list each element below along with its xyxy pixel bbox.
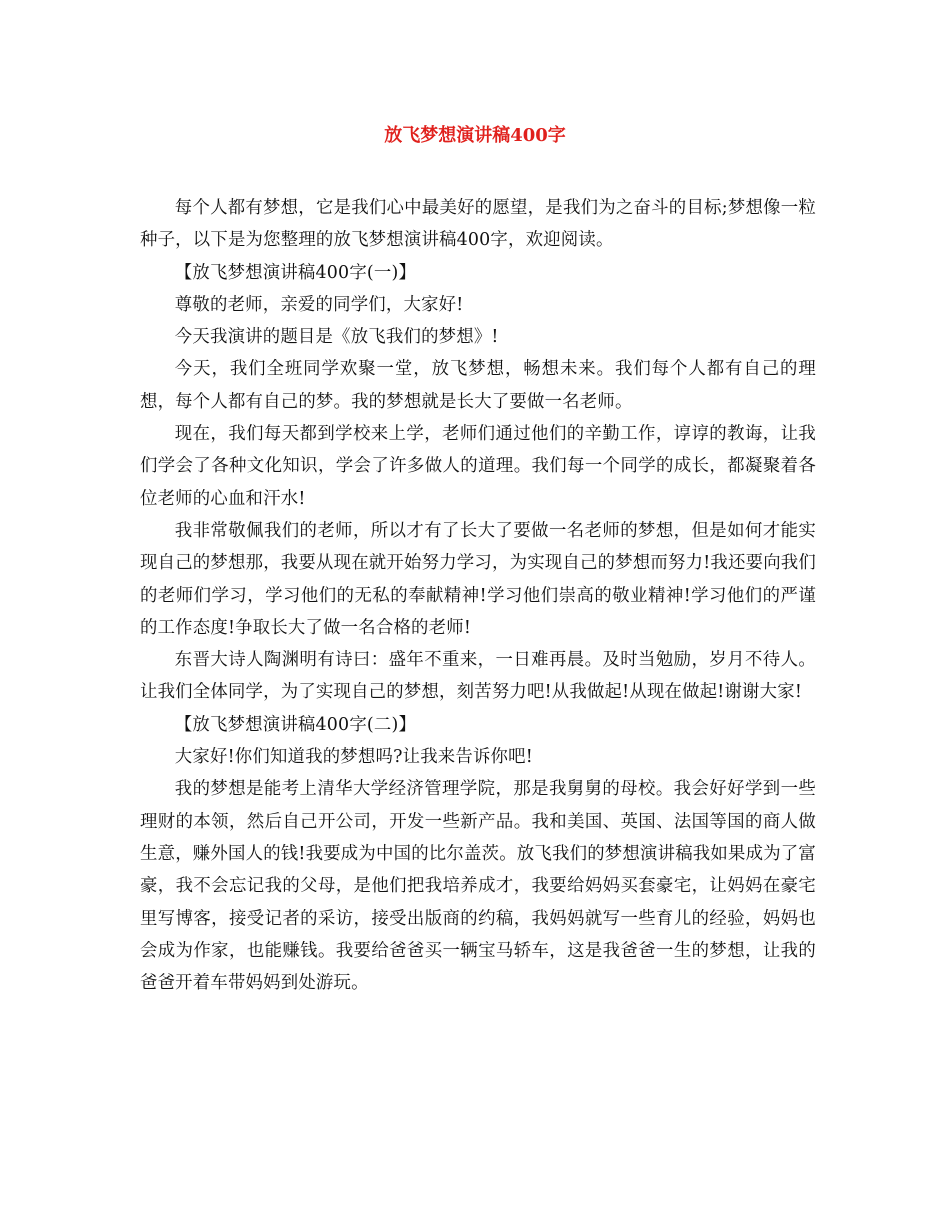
body-paragraph: 今天，我们全班同学欢聚一堂，放飞梦想，畅想未来。我们每个人都有自己的理想，每个人都有自己的梦。我的梦想就是长大了要做一名老师。 [140,359,816,412]
intro-paragraph: 每个人都有梦想，它是我们心中最美好的愿望，是我们为之奋斗的目标;梦想像一粒种子，以下是为您整理的放飞梦想演讲稿400字，欢迎阅读。 [140,198,816,251]
greeting-paragraph: 大家好!你们知道我的梦想吗?让我来告诉你吧! [174,747,533,768]
section-heading-1: 【放飞梦想演讲稿400字(一)】 [174,262,417,283]
body-paragraph: 我的梦想是能考上清华大学经济管理学院，那是我舅舅的母校。我会好好学到一些理财的本领，然后自己开公司，开发一些新产品。我和美国、英国、法国等国的商人做生意，赚外国人的钱!我要成为中国的比尔盖茨。放飞我们的梦想演讲稿我如果成为了富豪，我不会忘记我的父母，是他们把我培养成才，我要给妈妈买套豪宅，让妈妈在豪宅里写博客，接受记者的采访，接受出版商的约稿，我妈妈就写一些育儿的经验，妈妈也会成为作家，也能赚钱。我要给爸爸买一辆宝马轿车，这是我爸爸一生的梦想，让我的爸爸开着车带妈妈到处游玩。 [140,779,816,994]
document-title: 放飞梦想演讲稿400字 [384,125,566,146]
body-paragraph: 东晋大诗人陶渊明有诗曰：盛年不重来，一日难再晨。及时当勉励，岁月不待人。让我们全体同学，为了实现自己的梦想，刻苦努力吧!从我做起!从现在做起!谢谢大家! [140,650,816,703]
document-body [140,192,816,999]
body-paragraph: 我非常敬佩我们的老师，所以才有了长大了要做一名老师的梦想，但是如何才能实现自己的梦想那，我要从现在就开始努力学习，为实现自己的梦想而努力!我还要向我们的老师们学习，学习他们的无私的奉献精神!学习他们崇高的敬业精神!学习他们的严谨的工作态度!争取长大了做一名合格的老师! [140,520,816,638]
greeting-paragraph: 尊敬的老师，亲爱的同学们，大家好! [174,294,464,315]
body-paragraph: 现在，我们每天都到学校来上学，老师们通过他们的辛勤工作，谆谆的教诲，让我们学会了各种文化知识，学会了许多做人的道理。我们每一个同学的成长，都凝聚着各位老师的心血和汗水! [140,424,816,509]
section-heading-2: 【放飞梦想演讲稿400字(二)】 [174,714,417,735]
topic-paragraph: 今天我演讲的题目是《放飞我们的梦想》! [174,327,499,348]
